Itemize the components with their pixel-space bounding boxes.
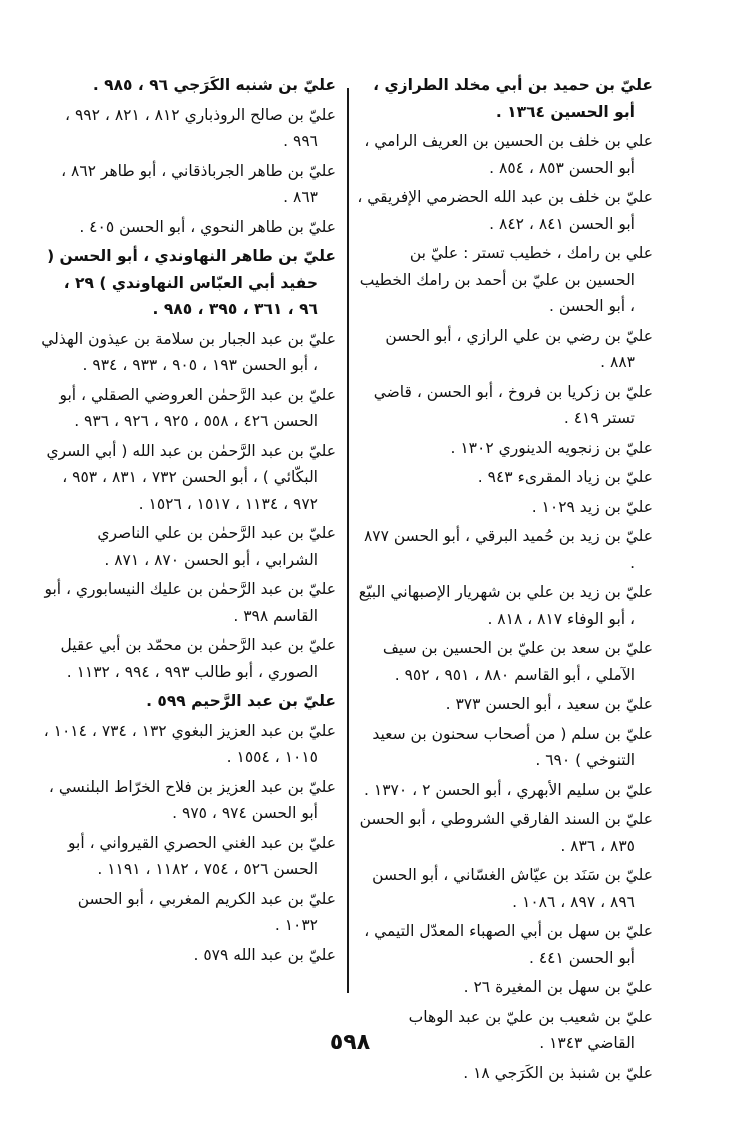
index-entry: عليّ بن خلف بن عبد الله الحضرمي الإفريقي ، أبو الحسن ٨٤١ ، ٨٤٢ .: [357, 188, 653, 233]
page-number: ٥٩٨: [329, 1030, 371, 1055]
index-entry: عليّ بن زنجويه الدينوري ١٣٠٢ .: [450, 438, 653, 457]
index-entry: عليّ بن عبد الرَّحيم ٥٩٩ .: [146, 692, 336, 710]
index-entry: عليّ بن طاهر الجرباذقاني ، أبو طاهر ٨٦٢ ، ٨٦٣ .: [61, 161, 336, 206]
index-column-right: [357, 72, 653, 1089]
column-divider: [347, 88, 349, 993]
index-entry: عليّ بن عبد الرَّحمٰن بن عبد الله ( أبي السري البكّائي ) ، أبو الحسن ٧٣٢ ، ٨٣١ ، ٩٥٣ ، ٩٧٢ ، ١١٣٤ ، ١٥١٧ ، ١٥٢٦ .: [46, 441, 336, 513]
index-entry: عليّ بن سعيد ، أبو الحسن ٣٧٣ .: [445, 695, 653, 713]
index-entry: عليّ بن زيد بن علي بن شهريار الإصبهاني البيّع ، أبو الوفاء ٨١٧ ، ٨١٨ .: [358, 583, 653, 628]
index-entry: عليّ بن زكريا بن فروخ ، أبو الحسن ، قاضي تستر ٤١٩ .: [373, 382, 653, 427]
index-entry: عليّ بن سلم ( من أصحاب سحنون بن سعيد التنوخي ) ٦٩٠ .: [372, 724, 653, 769]
index-entry: عليّ بن عبد الجبار بن سلامة بن عيذون الهذلي ، أبو الحسن ١٩٣ ، ٩٠٥ ، ٩٣٣ ، ٩٣٤ .: [41, 329, 336, 374]
index-entry: عليّ بن عبد الرَّحمٰن بن عليك النيسابوري ، أبو القاسم ٣٩٨ .: [44, 580, 336, 625]
index-entry: عليّ بن عبد العزيز البغوي ١٣٢ ، ٧٣٤ ، ١٠١٤ ، ١٠١٥ ، ١٥٥٤ .: [43, 721, 336, 766]
index-entry: عليّ بن عبد الرَّحمٰن بن علي الناصري الشرابي ، أبو الحسن ٨٧٠ ، ٨٧١ .: [97, 524, 336, 569]
index-entry: عليّ بن عبد الغني الحصري القيرواني ، أبو الحسن ٥٢٦ ، ٧٥٤ ، ١١٨٢ ، ١١٩١ .: [68, 833, 336, 878]
index-entry: عليّ بن سَنَد بن عيّاش الغسّاني ، أبو الحسن ٨٩٦ ، ٨٩٧ ، ١٠٨٦ .: [372, 866, 653, 911]
index-column-left: [40, 72, 336, 971]
index-entry: عليّ بن عبد العزيز بن فلاح الخرّاط البلنسي ، أبو الحسن ٩٧٤ ، ٩٧٥ .: [48, 777, 336, 822]
index-entry: عليّ بن السند الفارقي الشروطي ، أبو الحسن ٨٣٥ ، ٨٣٦ .: [359, 810, 653, 855]
index-entry: عليّ بن سهل بن المغيرة ٢٦ .: [463, 978, 653, 996]
index-entry: عليّ بن حميد بن أبي مخلد الطرازي ، أبو الحسين ١٣٦٤ .: [373, 76, 653, 121]
index-entry: عليّ بن زيد ١٠٢٩ .: [531, 497, 653, 516]
index-entry: عليّ بن سهل بن أبي الصهباء المعدّل التيمي ، أبو الحسن ٤٤١ .: [364, 922, 653, 967]
index-entry: عليّ بن طاهر النحوي ، أبو الحسن ٤٠٥ .: [79, 217, 336, 236]
index-entry: عليّ بن رضي بن علي الرازي ، أبو الحسن ٨٨٣ .: [385, 326, 653, 371]
index-entry: عليّ بن عبد الرَّحمٰن العروضي الصقلي ، أبو الحسن ٤٢٦ ، ٥٥٨ ، ٩٢٥ ، ٩٢٦ ، ٩٣٦ .: [59, 385, 336, 430]
index-entry: علي بن خلف بن الحسين بن العريف الرامي ، أبو الحسن ٨٥٣ ، ٨٥٤ .: [364, 132, 653, 177]
index-entry: عليّ بن شنبه الكَرَجي ٩٦ ، ٩٨٥ .: [92, 76, 336, 94]
index-entry: عليّ بن زيد بن حُميد البرقي ، أبو الحسن ٨٧٧ .: [363, 527, 653, 572]
index-entry: عليّ بن صالح الروذباري ٨١٢ ، ٨٢١ ، ٩٩٢ ، ٩٩٦ .: [65, 105, 336, 150]
index-entry: عليّ بن شعيب بن عليّ بن عبد الوهاب القاضي ١٣٤٣ .: [408, 1007, 653, 1052]
index-entry: عليّ بن سعد بن عليّ بن الحسين بن سيف الآملي ، أبو القاسم ٨٨٠ ، ٩٥١ ، ٩٥٢ .: [382, 639, 653, 684]
index-entry: عليّ بن شنبذ بن الكَرَجي ١٨ .: [463, 1063, 653, 1082]
index-entry: عليّ بن طاهر النهاوندي ، أبو الحسن ( حفيد أبي العبّاس النهاوندي ) ٢٩ ، ٩٦ ، ٣٦١ ، ٣٩٥ ، ٩٨٥ .: [47, 247, 336, 318]
index-entry: عليّ بن عبد الرَّحمٰن بن محمّد بن أبي عقيل الصوري ، أبو طالب ٩٩٣ ، ٩٩٤ ، ١١٣٢ .: [60, 636, 336, 681]
index-entry: عليّ بن سليم الأبهري ، أبو الحسن ٢ ، ١٣٧٠ .: [364, 780, 653, 799]
index-entry: عليّ بن عبد الله ٥٧٩ .: [193, 945, 336, 964]
index-entry: عليّ بن عبد الكريم المغربي ، أبو الحسن ١٠٣٢ .: [77, 889, 336, 934]
index-entry: عليّ بن زياد المقرىء ٩٤٣ .: [477, 468, 653, 486]
index-entry: علي بن رامك ، خطيب تستر : عليّ بن الحسين بن عليّ بن أحمد بن رامك الخطيب ، أبو الحسن .: [359, 244, 653, 315]
